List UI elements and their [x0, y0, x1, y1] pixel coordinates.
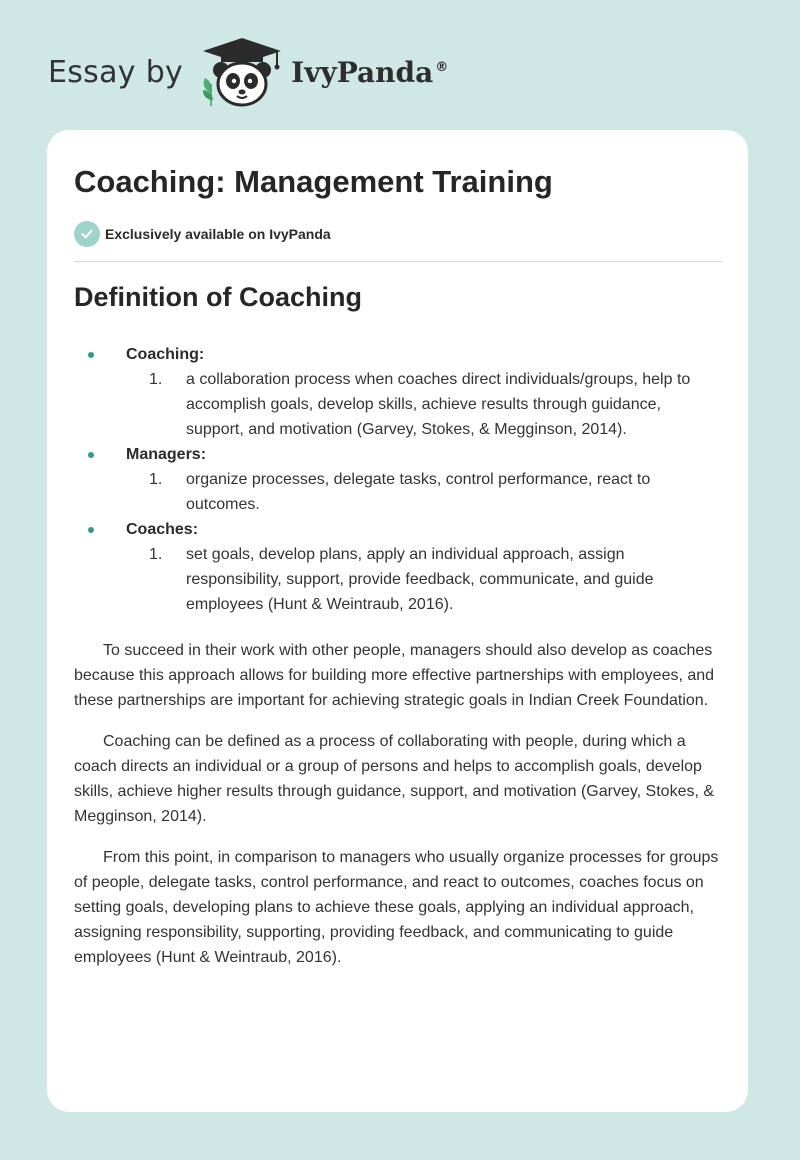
check-icon — [74, 221, 100, 247]
item-text: a collaboration process when coaches direct individuals/groups, help to accomplish goals, develop skills, achieve results through guidance, support, and motivation (Garvey, Stokes, & Megginson, 2014). — [186, 371, 691, 438]
numbered-item — [74, 467, 719, 517]
exclusive-badge — [74, 221, 331, 247]
brand-header — [48, 36, 448, 108]
section-title: Definition of Coaching — [74, 282, 362, 312]
registered-mark: ® — [435, 60, 449, 76]
bullet-label: Coaches: — [126, 521, 199, 538]
title-divider — [74, 261, 722, 262]
panda-logo-icon[interactable] — [199, 36, 285, 108]
definition-list — [74, 342, 719, 617]
numbered-item — [74, 542, 719, 617]
item-text: set goals, develop plans, apply an individual approach, assign responsibility, support, provide feedback, communicate, and guide employees (Hunt & Weintraub, 2016). — [186, 546, 654, 613]
bullet-dot-icon — [88, 527, 94, 533]
page-title: Coaching: Management Training — [74, 164, 553, 199]
essay-card — [47, 130, 748, 1112]
item-number: 1. — [149, 546, 163, 563]
bullet-dot-icon — [88, 352, 94, 358]
paragraph: From this point, in comparison to managers who usually organize processes for groups of people, delegate tasks, control performance, and react to outcomes, coaches focus on setting goals, developing plans to achieve these goals, applying an individual approach, assigning responsibility, supporting, providing feedback, and communicating to guide employees (Hunt & Weintraub, 2016). — [74, 849, 719, 966]
paragraph: Coaching can be defined as a process of collaborating with people, during which a coach directs an individual or a group of persons and helps to accomplish goals, develop skills, achieve higher results through guidance, support, and motivation (Garvey, Stokes, & Megginson, 2014). — [74, 733, 715, 825]
article-content — [74, 342, 719, 970]
badge-text: Exclusively available on IvyPanda — [105, 226, 331, 242]
item-text: organize processes, delegate tasks, control performance, react to outcomes. — [186, 471, 651, 513]
brand-name — [291, 56, 448, 89]
paragraph: To succeed in their work with other people, managers should also develop as coaches because this approach allows for building more effective partnerships with employees, and these partnerships are important for achieving strategic goals in Indian Creek Foundation. — [74, 642, 715, 709]
numbered-item — [74, 367, 719, 442]
bullet-item-managers — [74, 442, 719, 517]
bullet-item-coaching — [74, 342, 719, 442]
bullet-dot-icon — [88, 452, 94, 458]
item-number: 1. — [149, 471, 163, 488]
bullet-label: Managers: — [126, 446, 207, 463]
bullet-item-coaches — [74, 517, 719, 617]
bullet-label: Coaching: — [126, 346, 205, 363]
brand-prefix: Essay by — [48, 54, 184, 90]
item-number: 1. — [149, 371, 163, 388]
brand-name-text: IvyPanda — [291, 55, 434, 89]
